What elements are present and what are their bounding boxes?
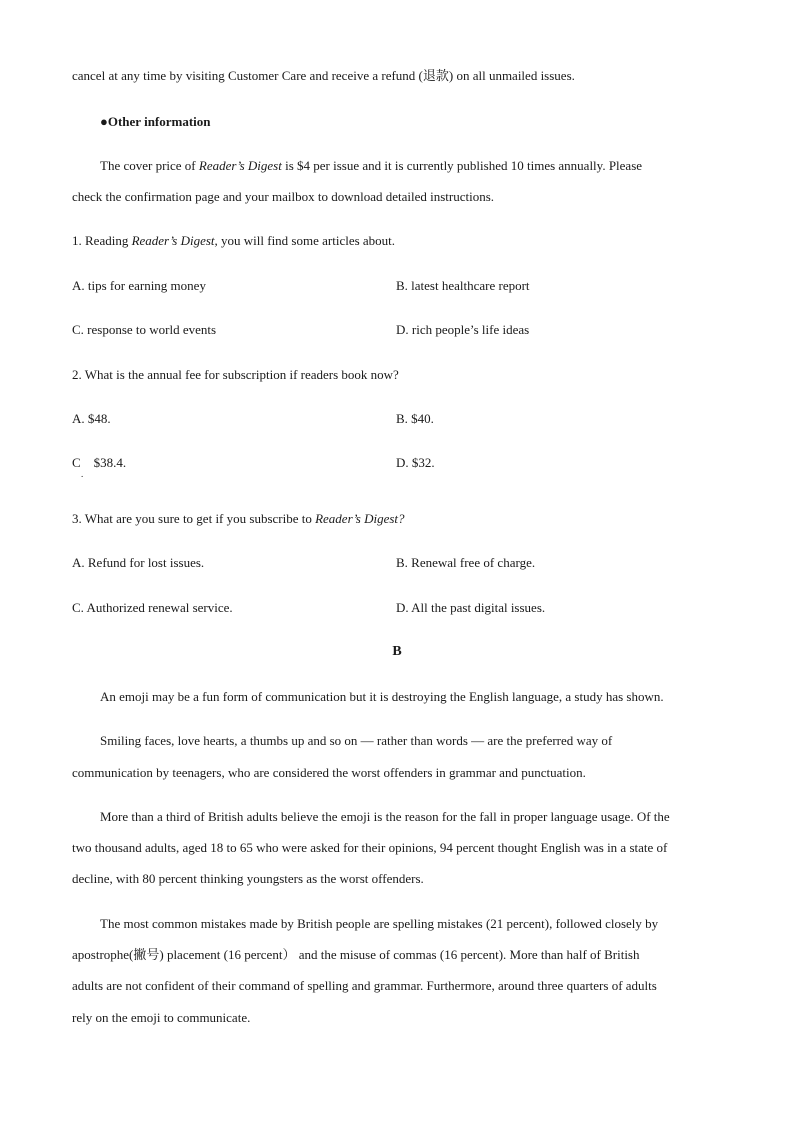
question-3-option-c: C. Authorized renewal service.: [72, 600, 233, 615]
text-run: is $4 per issue and it is currently published 10 times annually. Please: [281, 158, 643, 173]
text-run: you will find some articles about.: [217, 233, 396, 248]
passage-b-line: apostrophe(撇号) placement (16 percent） and the misuse of commas (16 percent). More than half of British: [72, 947, 640, 962]
stray-dot-mark: .: [81, 469, 84, 479]
question-2-option-d: D. $32.: [396, 455, 435, 470]
question-2-option-b: B. $40.: [396, 411, 434, 426]
question-1-option-c: C. response to world events: [72, 322, 217, 337]
question-1-option-b: B. latest healthcare report: [396, 278, 530, 293]
text-run: 3. What are you sure to get if you subscribe to: [72, 511, 316, 526]
question-2-option-a: A. $48.: [72, 411, 111, 426]
question-1-option-d: D. rich people’s life ideas: [396, 322, 530, 337]
passage-b-heading: B: [392, 644, 402, 659]
passage-b-line: Smiling faces, love hearts, a thumbs up and so on — rather than words — are the preferred way of: [100, 733, 613, 748]
cover-price-line-2: check the confirmation page and your mailbox to download detailed instructions.: [72, 189, 495, 204]
other-info-heading: ●Other information: [100, 114, 211, 129]
passage-b-line: rely on the emoji to communicate.: [72, 1010, 251, 1025]
passage-b-line: decline, with 80 percent thinking youngsters as the worst offenders.: [72, 871, 424, 886]
text-run: The cover price of: [100, 158, 199, 173]
magazine-title: Reader’s Digest,: [131, 233, 218, 248]
magazine-title: Reader’s Digest?: [315, 511, 405, 526]
cover-price-line-1: [100, 158, 642, 174]
question-3-option-b: B. Renewal free of charge.: [396, 555, 536, 570]
text-run: 1. Reading: [72, 233, 132, 248]
question-2-stem: 2. What is the annual fee for subscription if readers book now?: [72, 367, 399, 382]
passage-b-line: An emoji may be a fun form of communication but it is destroying the English language, a study has shown.: [100, 689, 664, 704]
passage-b-line: adults are not confident of their command of spelling and grammar. Furthermore, around three quarters of adults: [72, 978, 657, 993]
question-3-stem: [72, 511, 405, 527]
question-2-option-c: C $38.4.: [72, 455, 127, 470]
passage-b-line: The most common mistakes made by British people are spelling mistakes (21 percent), followed closely by: [100, 916, 659, 931]
passage-b-line: two thousand adults, aged 18 to 65 who were asked for their opinions, 94 percent thought English was in a state of: [72, 840, 668, 855]
question-1-stem: [72, 233, 395, 249]
passage-b-line: More than a third of British adults believe the emoji is the reason for the fall in proper language usage. Of the: [100, 809, 670, 824]
question-1-option-a: A. tips for earning money: [72, 278, 206, 293]
passage-b-line: communication by teenagers, who are considered the worst offenders in grammar and punctuation.: [72, 765, 586, 780]
question-3-option-a: A. Refund for lost issues.: [72, 555, 205, 570]
magazine-title: Reader’s Digest: [198, 158, 282, 173]
cancel-line: cancel at any time by visiting Customer Care and receive a refund (退款) on all unmailed issues.: [72, 68, 575, 83]
question-3-option-d: D. All the past digital issues.: [396, 600, 546, 615]
